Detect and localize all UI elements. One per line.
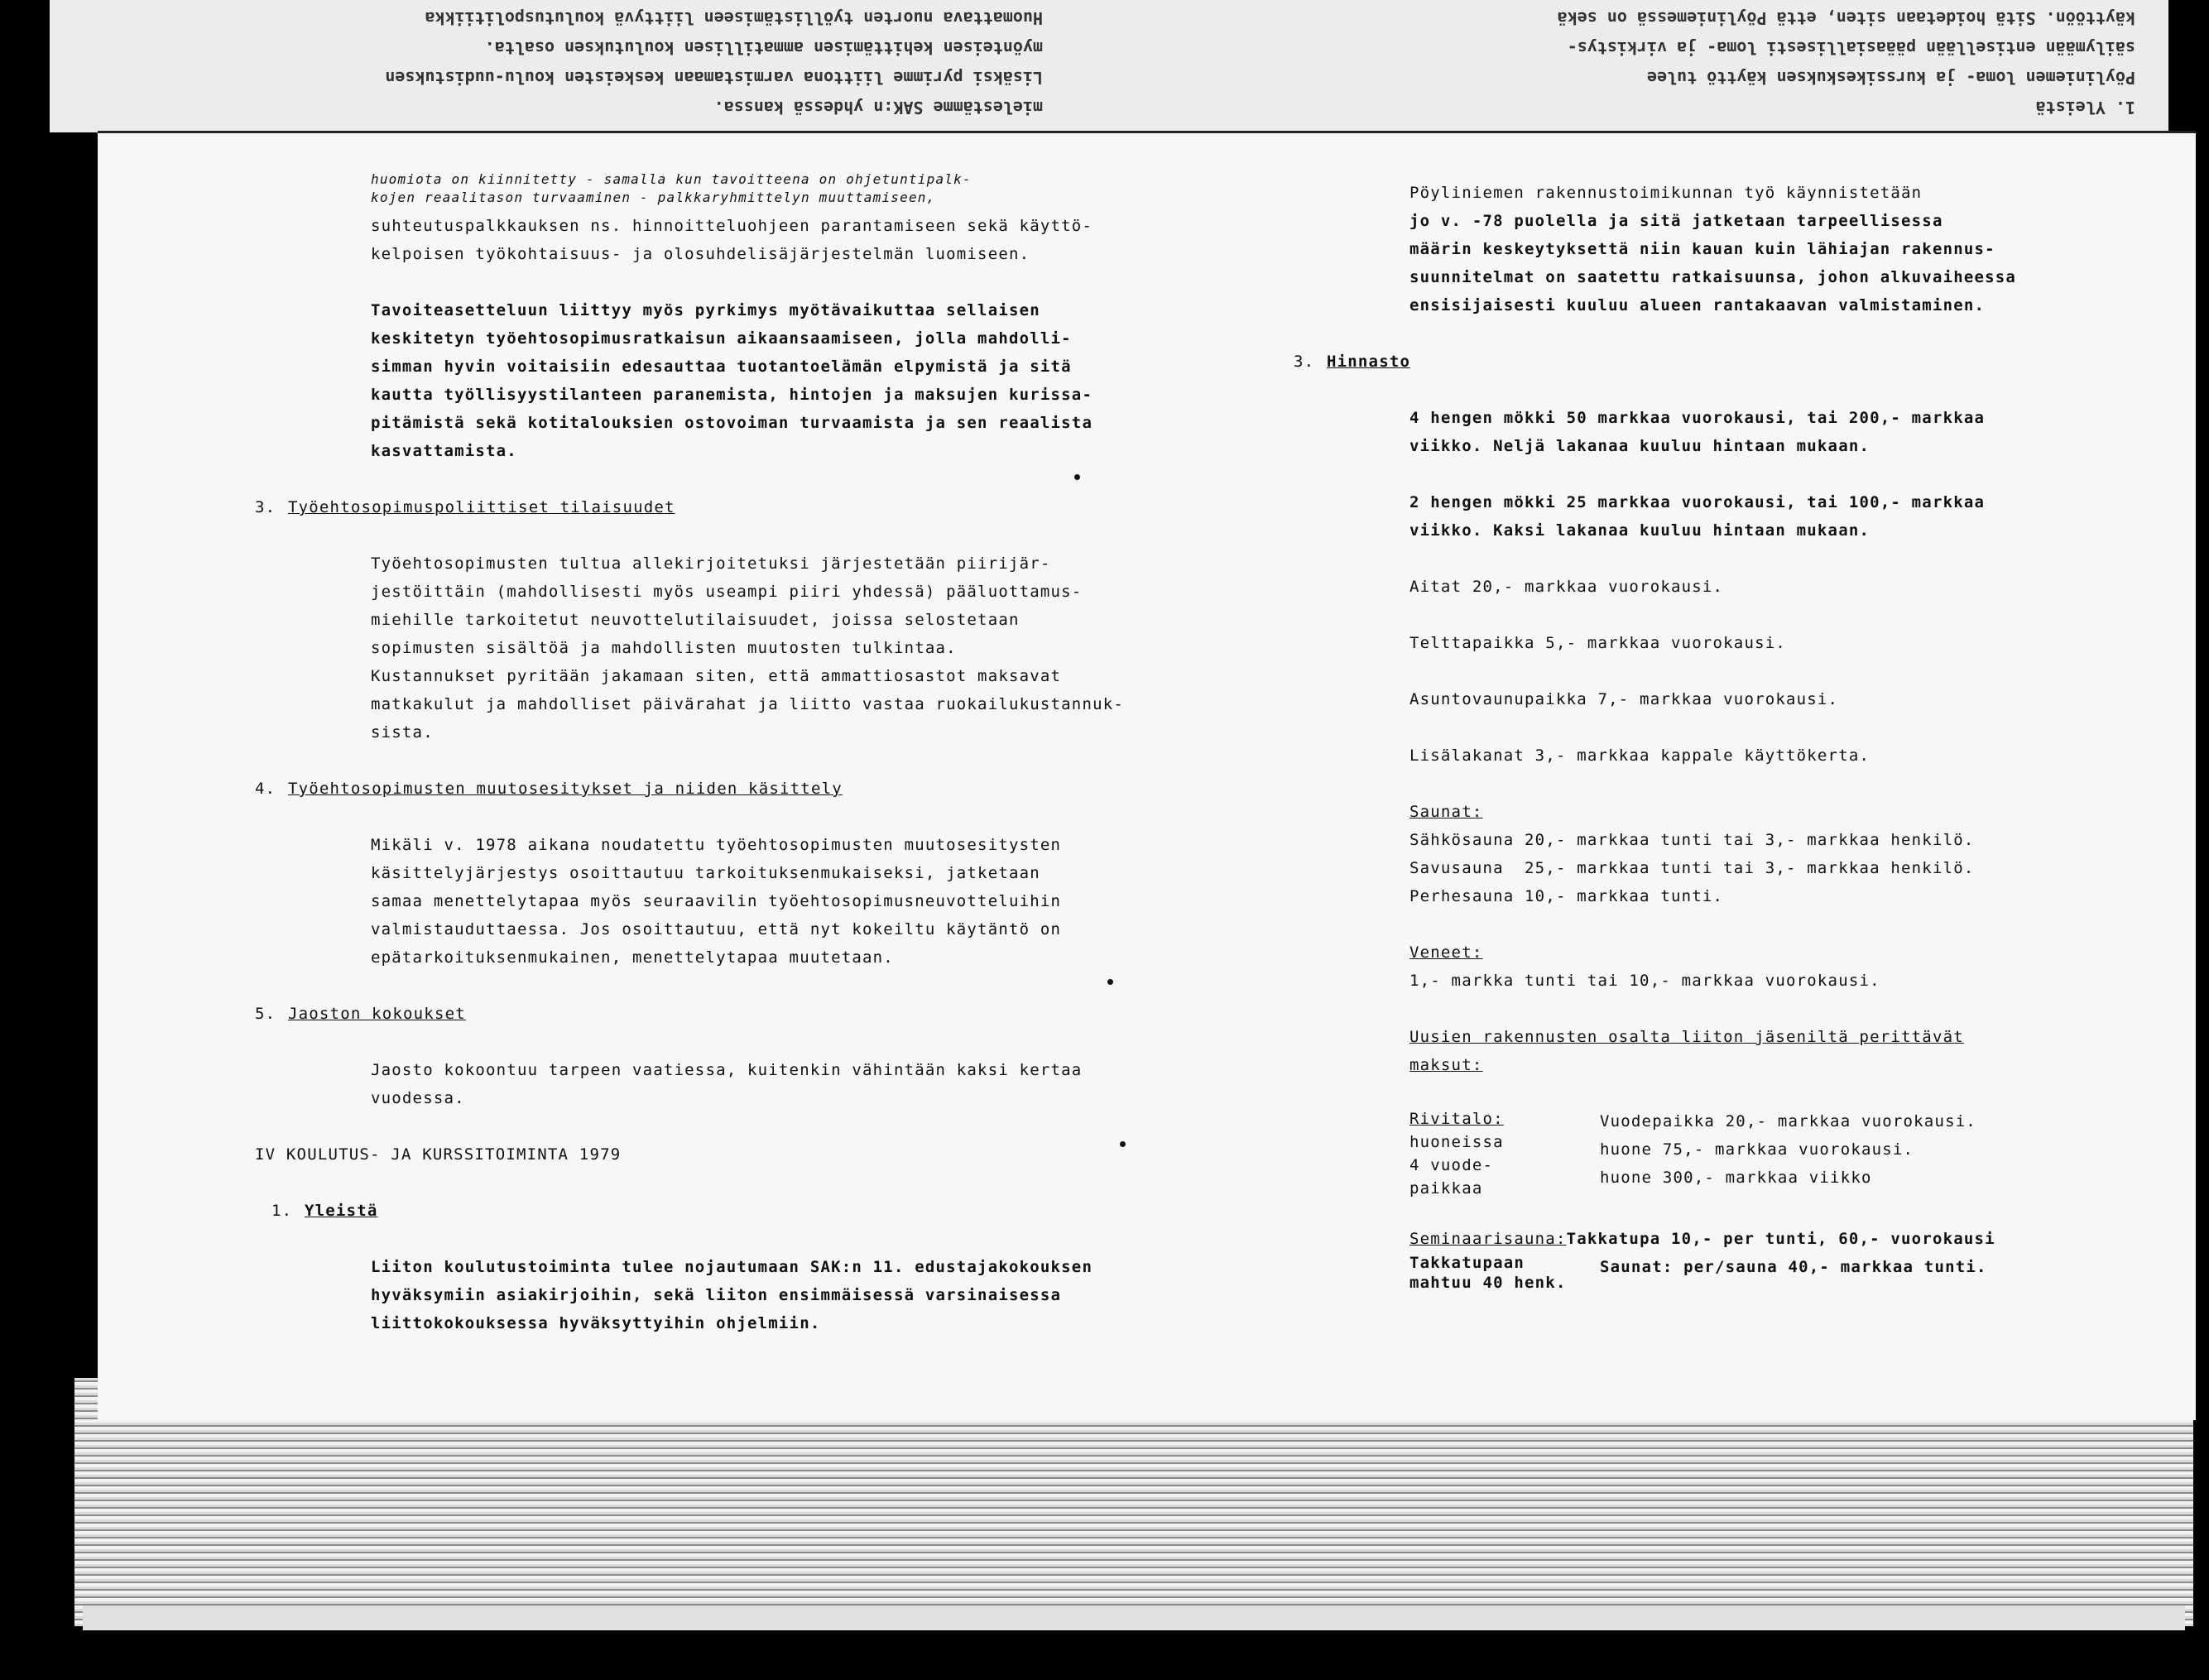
rivitalo-labels — [1409, 1107, 1600, 1200]
section-number: 3. — [255, 498, 276, 516]
section-heading — [1294, 348, 2179, 376]
section-number: 4. — [255, 780, 276, 798]
rivitalo-prices — [1600, 1107, 1976, 1192]
section-heading — [255, 1000, 1198, 1028]
section-title: Jaoston kokoukset — [288, 1005, 466, 1023]
section-number: 5. — [255, 1005, 276, 1023]
price-line: Telttapaikka 5,- markkaa vuorokausi. — [1409, 634, 1787, 652]
price-line: Aitat 20,- markkaa vuorokausi. — [1409, 578, 1724, 596]
veneet-heading: Veneet: — [1409, 943, 1483, 962]
price-paragraph: 4 hengen mökki 50 markkaa vuorokausi, tai 200,- markkaa viikko. Neljä lakanaa kuuluu hintaan mukaan. — [1409, 409, 1986, 455]
section-heading — [255, 493, 1198, 521]
section-number: 1. — [271, 1202, 293, 1220]
cut-line: kojen reaalitason turvaaminen - palkkaryhmittelyn muuttamiseen, — [371, 190, 936, 205]
right-column — [1294, 179, 2179, 1301]
intro-line: Pöyliniemen rakennustoimikunnan työ käynnistetään — [1409, 184, 1923, 202]
rivitalo-price: huone 300,- markkaa viikko — [1600, 1169, 1872, 1187]
cut-line: huomiota on kiinnitetty - samalla kun tavoitteena on ohjetuntipalk- — [371, 171, 972, 187]
rivitalo-label: huoneissa — [1409, 1133, 1504, 1151]
facing-line: 1. Yleistä — [2035, 98, 2135, 118]
facing-line: säilymään entisellään pääasiallisesti loma- ja virkistys- — [1567, 38, 2135, 58]
speck — [1074, 474, 1080, 480]
sauna-price: Savusauna 25,- markkaa tunti tai 3,- markkaa henkilö. — [1409, 859, 1975, 877]
facing-page-right-column — [99, 3, 1043, 122]
section-title: Hinnasto — [1327, 353, 1411, 371]
saunat-heading: Saunat: — [1409, 803, 1483, 821]
rivitalo-label: paikkaa — [1409, 1179, 1483, 1198]
facing-line: Huomattava nuorten työllistämiseen liittyvä koulutuspolitiikka — [425, 8, 1043, 28]
section-number: 3. — [1294, 353, 1315, 371]
facing-line: myönteisen kehittämisen ammatillisen koulutuksen osalta. — [484, 38, 1043, 58]
facing-line: käyttöön. Sitä hoidetaan siten, että Pöyliniemessä on sekä — [1557, 8, 2135, 28]
seminaarisauna-block — [1409, 1225, 2179, 1301]
intro-paragraph: suhteutuspalkkauksen ns. hinnoitteluohjeen parantamiseen sekä käyttö- kelpoisen työkohtaisuus- ja olosuhdelisäjärjestelmän luomiseen. — [371, 217, 1093, 263]
facing-page-flipped — [50, 0, 2168, 132]
speck — [1120, 1141, 1126, 1147]
section-title: Yleistä — [305, 1202, 378, 1220]
speck — [1107, 979, 1113, 985]
rivitalo-heading: Rivitalo: — [1409, 1110, 1504, 1128]
document-page — [98, 131, 2196, 1420]
facing-line: Lisäksi pyrimme liittona varmistamaan keskeisten koulu-uudistuksen — [385, 68, 1043, 88]
boat-price: 1,- markka tunti tai 10,- markkaa vuorokausi. — [1409, 972, 1880, 990]
seminaarisauna-label: Takkatupaan — [1409, 1254, 1525, 1272]
facing-line: Pöyliniemen loma- ja kurssikeskuksen käyttö tulee — [1646, 68, 2135, 88]
seminaarisauna-heading: Seminaarisauna: — [1409, 1230, 1567, 1248]
section-heading — [271, 1197, 1198, 1225]
goal-paragraph: Tavoiteasetteluun liittyy myös pyrkimys myötävaikuttaa sellaisen keskitetyn työehtosopimusratkaisun aikaansaamiseen, jolla mahdolli- simman hyvin voitaisiin edesauttaa tuotantoelämän elpymistä ja sitä kautta työllisyystilanteen paranemista, hintojen ja maksujen kurissa- pitämistä sekä kotitalouksien ostovoiman turvaamista ja sen reaalista kasvattamista. — [371, 301, 1093, 460]
new-buildings-heading: Uusien rakennusten osalta liiton jäseniltä perittävät maksut: — [1409, 1028, 1964, 1074]
price-line: Asuntovaunupaikka 7,- markkaa vuorokausi. — [1409, 690, 1839, 708]
section-title: Työehtosopimuspoliittiset tilaisuudet — [288, 498, 675, 516]
facing-line: mielestämme SAK:n yhdessä kanssa. — [713, 98, 1043, 118]
section-text: Työehtosopimusten tultua allekirjoitetuksi järjestetään piirijär- jestöittäin (mahdollisesti myös useampi piiri yhdessä) pääluottamus- miehille tarkoitetut neuvottelutilaisuudet, joissa selostetaan sopimusten sisältöä ja mahdollisten muutosten tulkintaa. Kustannukset pyritään jakamaan siten, että ammattiosastot maksavat matkakulut ja mahdolliset päivärahat ja liitto vastaa ruokailukustannuk- sista. — [371, 554, 1125, 742]
chapter-title: IV KOULUTUS- JA KURSSITOIMINTA 1979 — [255, 1145, 622, 1164]
rivitalo-price: Vuodepaikka 20,- markkaa vuorokausi. — [1600, 1112, 1977, 1130]
seminaarisauna-price: Takkatupa 10,- per tunti, 60,- vuorokausi — [1566, 1230, 1995, 1248]
intro-paragraph: jo v. -78 puolella ja sitä jatketaan tarpeellisessa määrin keskeytyksettä niin kauan kuin lähiajan rakennus- suunnitelmat on saatettu ratkaisuunsa, johon alkuvaiheessa ensisijaisesti kuuluu alueen rantakaavan valmistaminen. — [1409, 212, 2017, 314]
seminaarisauna-price: Saunat: per/sauna 40,- markkaa tunti. — [1600, 1258, 1987, 1276]
seminaarisauna-row — [1409, 1225, 1995, 1253]
section-title: Työehtosopimusten muutosesitykset ja niiden käsittely — [288, 780, 843, 798]
section-text: Liiton koulutustoiminta tulee nojautumaan SAK:n 11. edustajakokouksen hyväksymiin asiakirjoihin, sekä liiton ensimmäisessä varsinaisessa liittokokouksessa hyväksyttyihin ohjelmiin. — [371, 1258, 1093, 1332]
price-line: Lisälakanat 3,- markkaa kappale käyttökerta. — [1409, 746, 1870, 765]
section-text: Jaosto kokoontuu tarpeen vaatiessa, kuitenkin vähintään kaksi kertaa vuodessa. — [371, 1061, 1083, 1107]
sauna-price: Sähkösauna 20,- markkaa tunti tai 3,- markkaa henkilö. — [1409, 831, 1975, 849]
rivitalo-price: huone 75,- markkaa vuorokausi. — [1600, 1140, 1914, 1159]
left-column — [255, 170, 1198, 1366]
rivitalo-block — [1409, 1107, 2179, 1197]
page-stack-bottom — [83, 1606, 2185, 1630]
section-heading — [255, 775, 1198, 803]
section-text: Mikäli v. 1978 aikana noudatettu työehtosopimusten muutosesitysten käsittelyjärjestys osoittautuu tarkoituksenmukaiseksi, jatketaan samaa menettelytapaa myös seuraavilin työehtosopimusneuvotteluihin valmistauduttaessa. Jos osoittautuu, että nyt kokeiltu käytäntö on epätarkoituksenmukainen, menettelytapaa muutetaan. — [371, 836, 1062, 967]
rivitalo-label: 4 vuode- — [1409, 1156, 1494, 1174]
facing-page-left-column — [1192, 3, 2135, 122]
seminaarisauna-label: mahtuu 40 henk. — [1409, 1274, 1567, 1292]
price-paragraph: 2 hengen mökki 25 markkaa vuorokausi, tai 100,- markkaa viikko. Kaksi lakanaa kuuluu hintaan mukaan. — [1409, 493, 1986, 540]
seminaarisauna-labels — [1409, 1253, 1567, 1293]
sauna-price: Perhesauna 10,- markkaa tunti. — [1409, 887, 1724, 905]
